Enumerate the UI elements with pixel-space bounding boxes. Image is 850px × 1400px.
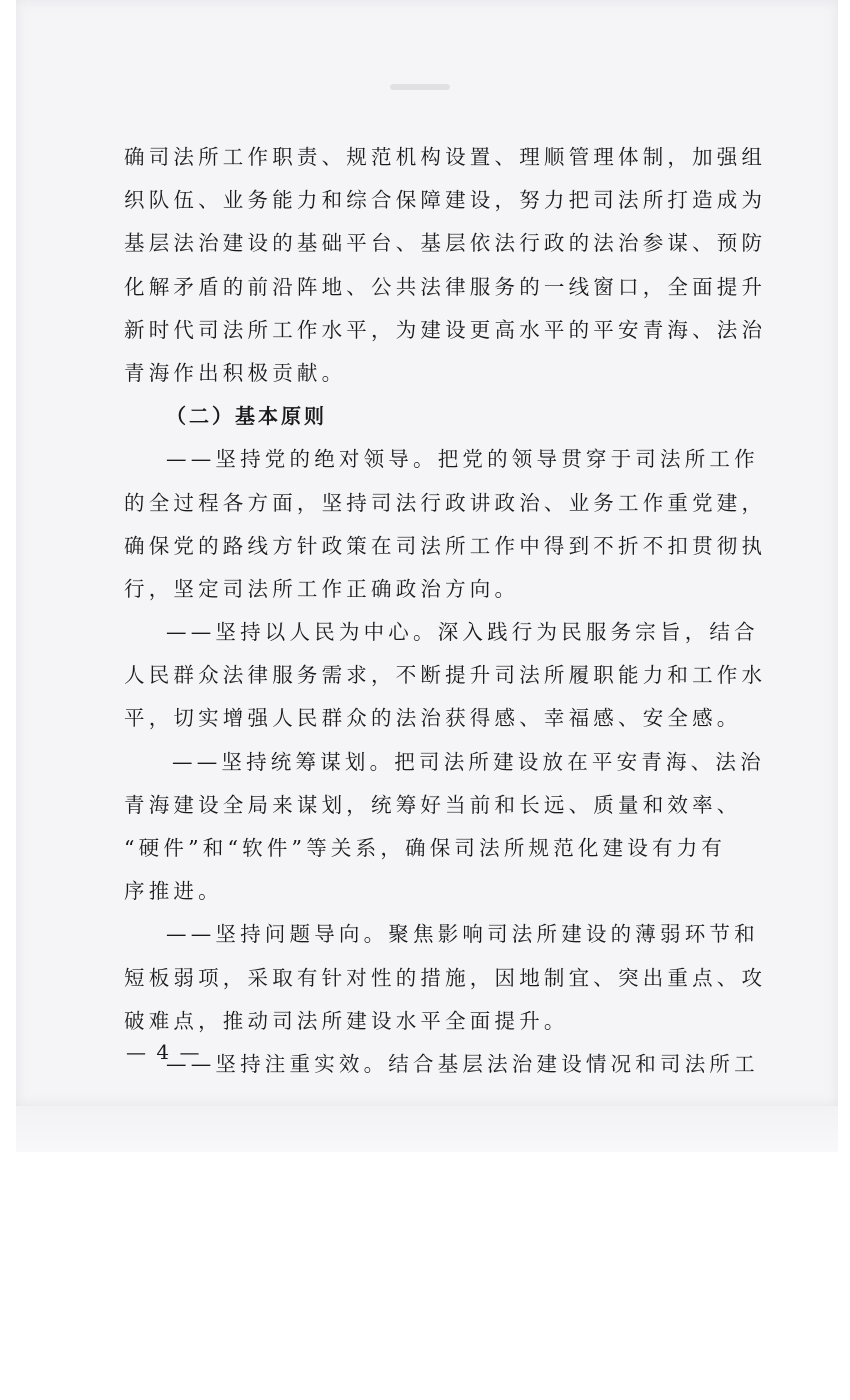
principle-line: 破难点，推动司法所建设水平全面提升。 xyxy=(124,1008,569,1033)
principle-line: ——坚持以人民为中心。深入践行为民服务宗旨，结合 xyxy=(166,620,759,645)
principle-line: 人民群众法律服务需求，不断提升司法所履职能力和工作水 xyxy=(124,663,767,688)
text-line: 织队伍、业务能力和综合保障建设，努力把司法所打造成为 xyxy=(124,188,767,213)
principle-line: 确保党的路线方针政策在司法所工作中得到不折不扣贯彻执 xyxy=(124,533,767,558)
bleed-through-mark xyxy=(390,84,450,90)
principle-line: ——坚持注重实效。结合基层法治建设情况和司法所工 xyxy=(166,1051,759,1076)
principle-line: 短板弱项，采取有针对性的措施，因地制宜、突出重点、攻 xyxy=(124,965,767,990)
page-bottom-edge xyxy=(16,1106,838,1152)
text-line: 新时代司法所工作水平，为建设更高水平的平安青海、法治 xyxy=(124,317,767,342)
principle-line: ——坚持问题导向。聚焦影响司法所建设的薄弱环节和 xyxy=(166,922,759,947)
text-line: 确司法所工作职责、规范机构设置、理顺管理体制，加强组 xyxy=(124,145,767,169)
principle-line: 的全过程各方面，坚持司法行政讲政治、业务工作重党建， xyxy=(124,490,767,515)
principle-line: 序推进。 xyxy=(124,879,223,904)
text-line: 基层法治建设的基础平台、基层依法行政的法治参谋、预防 xyxy=(124,231,767,256)
section-heading: （二）基本原则 xyxy=(166,404,327,429)
principle-line: 行，坚定司法所工作正确政治方向。 xyxy=(124,576,520,601)
document-body xyxy=(124,136,767,1086)
principle-line: ——坚持统筹谋划。把司法所建设放在平安青海、法治 xyxy=(172,749,765,774)
principle-line: “硬件”和“软件”等关系，确保司法所规范化建设有力有 xyxy=(124,836,727,860)
principle-line: 青海建设全局来谋划，统筹好当前和长远、质量和效率、 xyxy=(124,792,742,817)
principle-line: ——坚持党的绝对领导。把党的领导贯穿于司法所工作 xyxy=(166,447,759,472)
principle-line: 平，切实增强人民群众的法治获得感、幸福感、安全感。 xyxy=(124,706,742,731)
text-line: 青海作出积极贡献。 xyxy=(124,360,347,385)
page-number: — 4 — xyxy=(126,1040,202,1064)
text-line: 化解矛盾的前沿阵地、公共法律服务的一线窗口，全面提升 xyxy=(124,274,767,299)
